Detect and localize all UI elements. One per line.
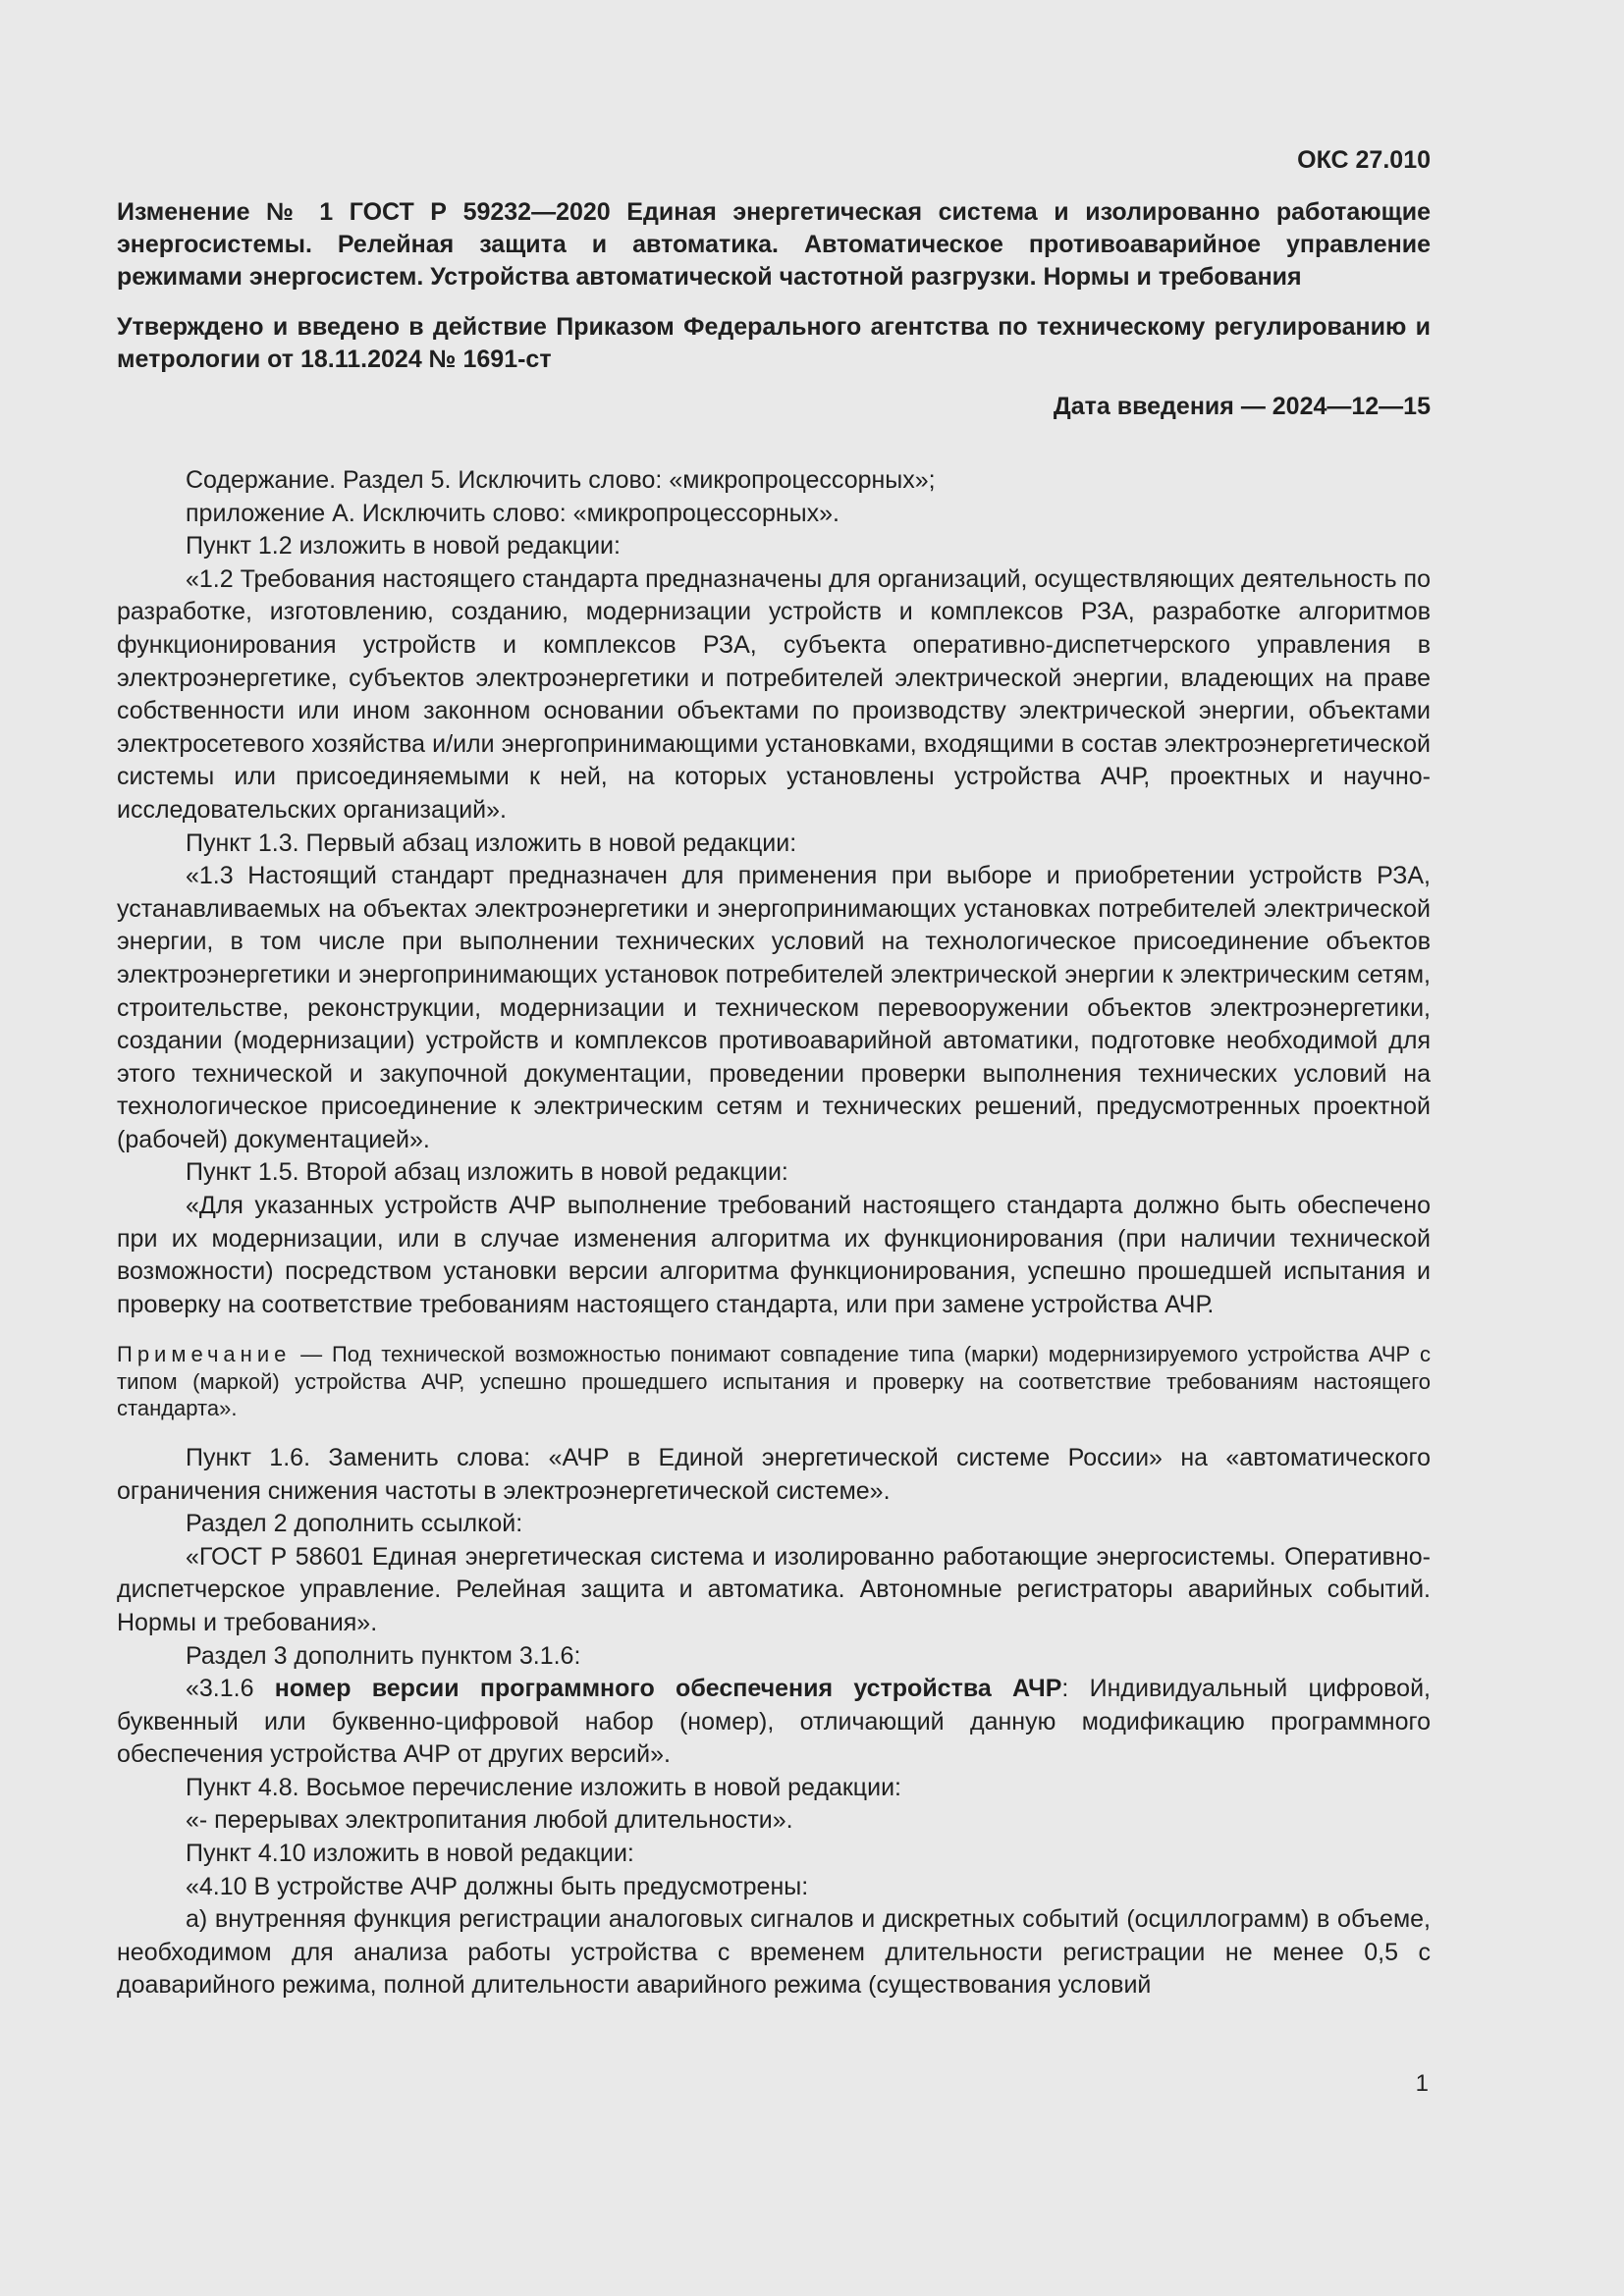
- paragraph: [117, 1673, 1431, 1772]
- document-body: [117, 464, 1431, 2002]
- oks-code: ОКС 27.010: [1297, 146, 1431, 174]
- approval-statement: Утверждено и введено в действие Приказом Федерального агентства по техническому регулированию и метрологии от 18.11.2024 № 1691-ст: [117, 313, 1431, 373]
- paragraph: Пункт 4.8. Восьмое перечисление изложить в новой редакции:: [186, 1773, 901, 1801]
- paragraph: Раздел 3 дополнить пунктом 3.1.6:: [186, 1641, 581, 1670]
- paragraph: а) внутренняя функция регистрации аналоговых сигналов и дискретных событий (осциллограмм) в объеме, необходимом для анализа работы устройства с временем длительности регистрации не менее 0,5 с доаварийного режима, полной длительности аварийного режима (существования условий: [117, 1905, 1431, 2000]
- paragraph: Пункт 1.6. Заменить слова: «АЧР в Единой энергетической системе России» на «автоматического ограничения снижения частоты в электроэнергетической системе».: [117, 1443, 1431, 1505]
- note-label: Примечание: [117, 1342, 292, 1367]
- paragraph: Пункт 4.10 изложить в новой редакции:: [186, 1840, 634, 1868]
- paragraph: «- перерывах электропитания любой длительности».: [186, 1806, 793, 1835]
- term-name: номер версии программного обеспечения устройства АЧР: [274, 1675, 1062, 1703]
- amendment-title: Изменение № 1 ГОСТ Р 59232—2020 Единая энергетическая система и изолированно работающие энергосистемы. Релейная защита и автоматика. Автоматическое противоаварийное управление режимами энергосистем. Устройства автоматической частотной разгрузки. Нормы и требования: [117, 198, 1431, 291]
- note: [117, 1341, 1431, 1422]
- paragraph: Пункт 1.2 изложить в новой редакции:: [186, 532, 621, 561]
- paragraph: Пункт 1.3. Первый абзац изложить в новой редакции:: [186, 828, 797, 857]
- term-definition: : Индивидуальный цифровой, буквенный или буквенно-цифровой набор (номер), отличающий данную модификацию программного обеспечения устройства АЧР от других версий».: [117, 1675, 1431, 1769]
- page-number: 1: [1415, 2070, 1429, 2097]
- paragraph: «1.3 Настоящий стандарт предназначен для применения при выборе и приобретении устройств РЗА, устанавливаемых на объектах электроэнергетики и энергопринимающих установках потребителей электрической энергии, в том числе при выполнении технических условий на технологическое присоединение объектов электроэнергетики и энергопринимающих установок потребителей электрической энергии к электрическим сетям, строительстве, реконструкции, модернизации и техническом перевооружении объектов электроэнергетики, создании (модернизации) устройств и комплексов противоаварийной автоматики, подготовке необходимой для этого технической и закупочной документации, проведении проверки выполнения технических условий на технологическое присоединение к электрическим сетям и технических решений, предусмотренных проектной (рабочей) документацией».: [117, 862, 1431, 1153]
- paragraph: «4.10 В устройстве АЧР должны быть предусмотрены:: [186, 1872, 809, 1900]
- paragraph: приложение А. Исключить слово: «микропроцессорных».: [186, 499, 839, 527]
- paragraph: «1.2 Требования настоящего стандарта предназначены для организаций, осуществляющих деятельность по разработке, изготовлению, созданию, модернизации устройств и комплексов РЗА, разработке алгоритмов функционирования устройств и комплексов РЗА, субъекта оперативно-диспетчерского управления в электроэнергетике, субъектов электроэнергетики и потребителей электрической энергии, владеющих на праве собственности или ином законном основании объектами по производству электрической энергии, объектами электросетевого хозяйства и/или энергопринимающими установками, входящими в состав электроэнергетической системы или присоединяемыми к ней, на которых установлены устройства АЧР, проектных и научно-исследовательских организаций».: [117, 564, 1431, 824]
- paragraph: Пункт 1.5. Второй абзац изложить в новой редакции:: [186, 1158, 788, 1187]
- note-text: — Под технической возможностью понимают совпадение типа (марки) модернизируемого устройства АЧР с типом (маркой) устройства АЧР, успешно прошедшего испытания и проверку на соответствие требованиям настоящего стандарта».: [117, 1342, 1431, 1421]
- paragraph: Содержание. Раздел 5. Исключить слово: «микропроцессорных»;: [186, 466, 936, 494]
- introduction-date: Дата введения — 2024—12—15: [1053, 393, 1431, 420]
- paragraph: «Для указанных устройств АЧР выполнение требований настоящего стандарта должно быть обеспечено при их модернизации, или в случае изменения алгоритма их функционирования (при наличии технической возможности) посредством установки версии алгоритма функционирования, успешно прошедшей испытания и проверку на соответствие требованиям настоящего стандарта, или при замене устройства АЧР.: [117, 1192, 1431, 1318]
- paragraph: Раздел 2 дополнить ссылкой:: [186, 1510, 523, 1538]
- document-content: [117, 145, 1431, 2002]
- paragraph: «ГОСТ Р 58601 Единая энергетическая система и изолированно работающие энергосистемы. Оперативно-диспетчерское управление. Релейная защита и автоматика. Автономные регистраторы аварийных событий. Нормы и требования».: [117, 1542, 1431, 1636]
- term-number: «3.1.6: [186, 1675, 275, 1703]
